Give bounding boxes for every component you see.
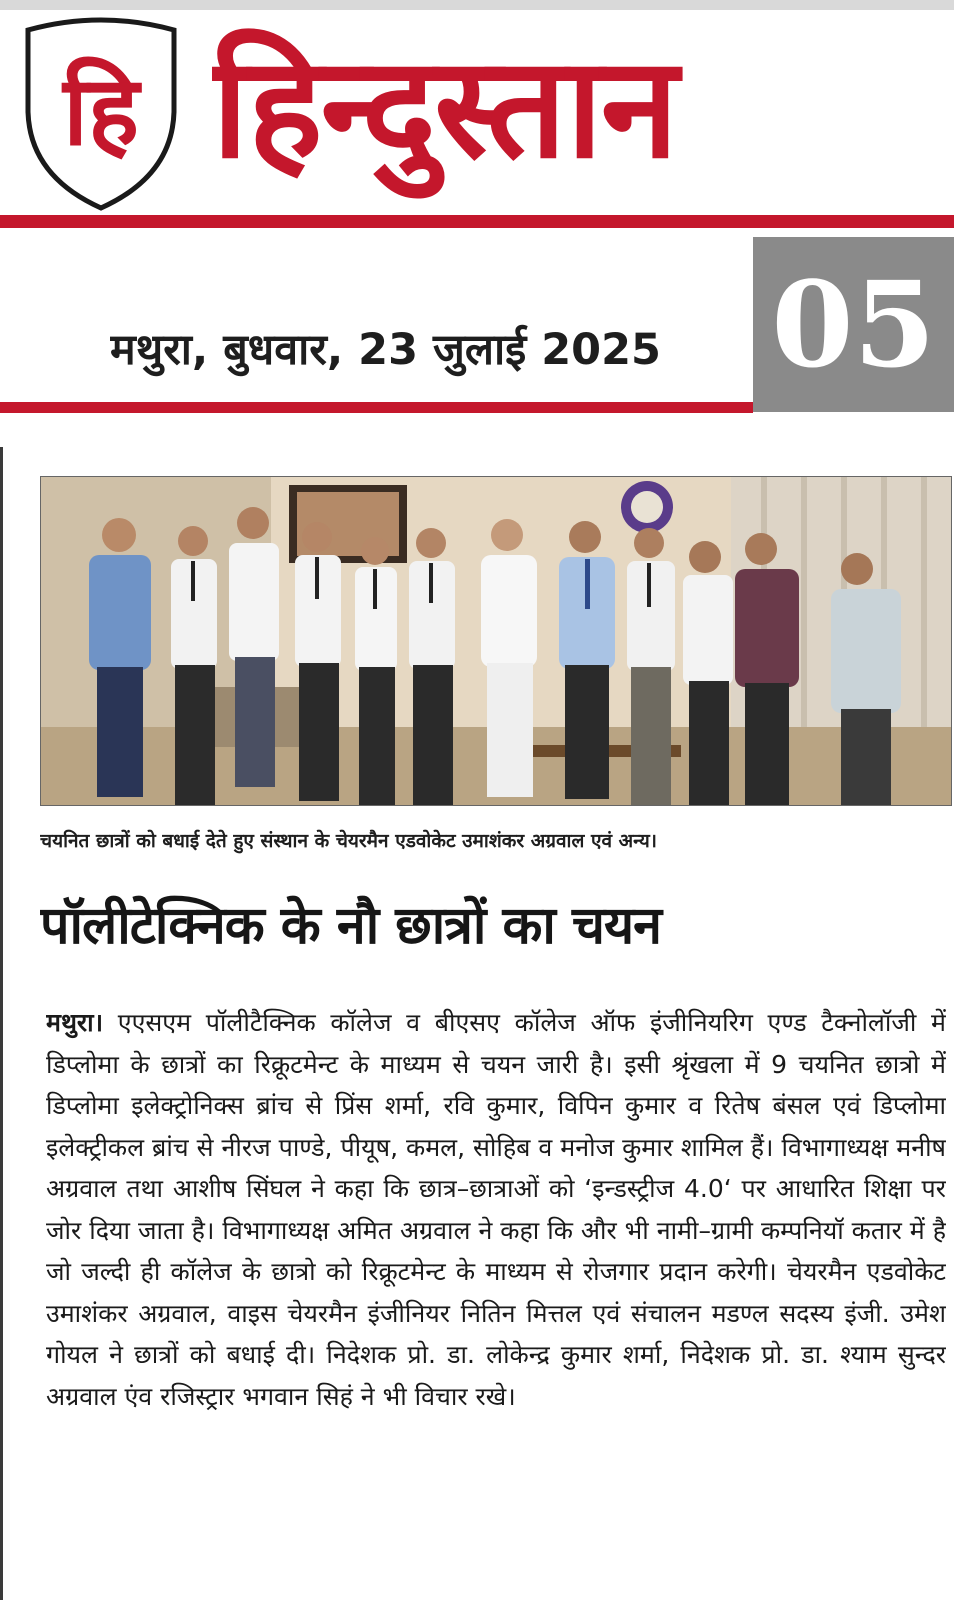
shield-icon bbox=[22, 16, 180, 212]
logo-letter: हि bbox=[63, 55, 139, 167]
article-body bbox=[46, 1002, 946, 1582]
article-photo bbox=[40, 476, 952, 806]
article-dateline-place: मथुरा। bbox=[46, 1008, 104, 1037]
brand-name: हिन्दुस्तान bbox=[212, 27, 677, 190]
article-headline: पॉलीटेक्निक के नौ छात्रों का चयन bbox=[40, 896, 662, 956]
page-number: 05 bbox=[753, 237, 954, 412]
masthead bbox=[0, 10, 954, 215]
article-body-text: एएसएम पॉलीटैक्निक कॉलेज व बीएसए कॉलेज ऑफ इंजीनियरिग एण्ड टैक्नोलॉजी में डिप्लोमा के छात्रों का रिक्रूटमेन्ट के माध्यम से चयन जारी है। इसी श्रृंखला में 9 चयनित छात्रो में डिप्लोमा इलेक्ट्रोनिक्स ब्रांच से प्रिंस शर्मा, रवि कुमार, विपिन कुमार व रितेष बंसल एवं डिप्लोमा इलेक्ट्रीकल ब्रांच से नीरज पाण्डे, पीयूष, कमल, सोहिब व मनोज कुमार शामिल हैं। विभागाध्यक्ष मनीष अग्रवाल तथा आशीष सिंघल ने कहा कि छात्र–छात्राओं को ‘इन्डस्ट्रीज 4.0‘ पर आधारित शिक्षा पर जोर दिया जाता है। विभागाध्यक्ष अमित अग्रवाल ने कहा कि और भी नामी–ग्रामी कम्पनियॉ कतार में है जो जल्दी ही कॉलेज के छात्रो को रिक्रूटमेन्ट के माध्यम से रोजगार प्रदान करेगी। चेयरमैन एडवोकेट उमाशंकर अग्रवाल, वाइस चेयरमैन इंजीनियर नितिन मित्तल एवं संचालन मडण्ल सदस्य इंजी. उमेश गोयल ने छात्रों को बधाई दी। निदेशक प्रो. डा. लोकेन्द्र कुमार शर्मा, निदेशक प्रो. डा. श्याम सुन्दर अग्रवाल एंव रजिस्ट्रार भगवान सिहं ने भी विचार रखे। bbox=[46, 1008, 946, 1411]
dateline: मथुरा, बुधवार, 23 जुलाई 2025 bbox=[110, 325, 661, 375]
dateline-rule bbox=[0, 402, 753, 413]
photo-caption: चयनित छात्रों को बधाई देते हुए संस्थान के चेयरमैन एडवोकेट उमाशंकर अग्रवाल एवं अन्य। bbox=[40, 830, 657, 852]
top-strip bbox=[0, 0, 954, 10]
column-rule bbox=[0, 447, 3, 1600]
masthead-rule bbox=[0, 215, 954, 228]
